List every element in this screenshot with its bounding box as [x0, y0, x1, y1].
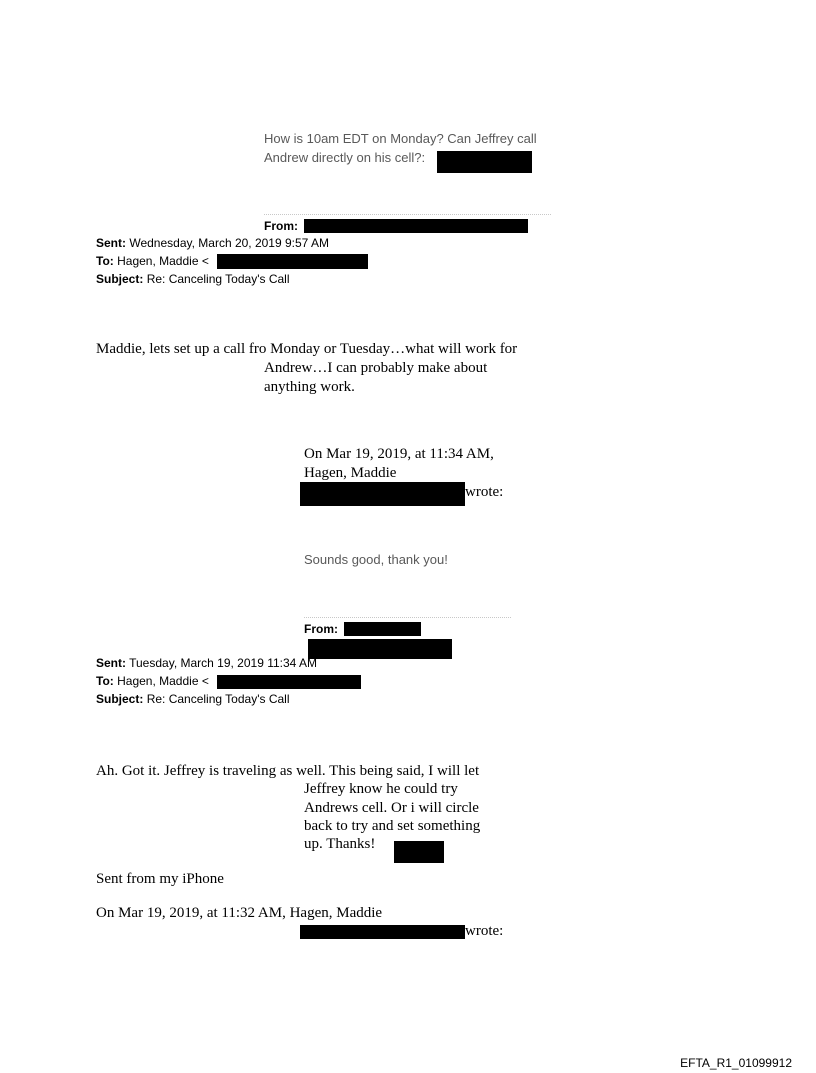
- redaction-box: [308, 639, 452, 659]
- message-line: Andrew…I can probably make about: [264, 360, 488, 376]
- quote-line: On Mar 19, 2019, at 11:32 AM, Hagen, Maddie: [96, 905, 383, 921]
- separator-rule: [304, 617, 511, 618]
- message-line: up. Thanks!: [304, 836, 376, 852]
- quote-line: Hagen, Maddie: [304, 465, 397, 481]
- redaction-box: [304, 219, 528, 233]
- redaction-box: [300, 925, 465, 939]
- quote-line: wrote:: [465, 484, 504, 500]
- to-line: To: Hagen, Maddie <: [96, 674, 209, 688]
- sent-line: Sent: Wednesday, March 20, 2019 9:57 AM: [96, 236, 330, 250]
- redaction-box: [300, 482, 465, 506]
- signature-line: Sent from my iPhone: [96, 871, 224, 887]
- redaction-box: [217, 675, 361, 689]
- message-line: back to try and set something: [304, 818, 481, 834]
- reply-line: Sounds good, thank you!: [304, 552, 448, 567]
- message-line: How is 10am EDT on Monday? Can Jeffrey call: [264, 131, 537, 146]
- sent-line: Sent: Tuesday, March 19, 2019 11:34 AM: [96, 656, 318, 670]
- redaction-box: [217, 254, 368, 269]
- message-line: anything work.: [264, 379, 355, 395]
- redaction-box: [437, 151, 532, 173]
- message-line: Ah. Got it. Jeffrey is traveling as well. This being said, I will let: [96, 763, 480, 779]
- from-label: From:: [304, 622, 338, 636]
- redaction-box: [394, 841, 444, 863]
- message-line: Jeffrey know he could try: [304, 781, 458, 797]
- document-id: EFTA_R1_01099912: [680, 1056, 792, 1070]
- message-line: Andrew directly on his cell?:: [264, 150, 426, 165]
- separator-rule: [264, 214, 551, 215]
- subject-line: Subject: Re: Canceling Today's Call: [96, 692, 290, 706]
- quote-line: On Mar 19, 2019, at 11:34 AM,: [304, 446, 494, 462]
- message-line: Andrews cell. Or i will circle: [304, 800, 479, 816]
- quote-line: wrote:: [465, 923, 504, 939]
- from-label: From:: [264, 219, 298, 233]
- message-line: Maddie, lets set up a call fro Monday or Tuesday…what will work for: [96, 341, 518, 357]
- redaction-box: [344, 622, 421, 636]
- to-line: To: Hagen, Maddie <: [96, 254, 209, 268]
- subject-line: Subject: Re: Canceling Today's Call: [96, 272, 290, 286]
